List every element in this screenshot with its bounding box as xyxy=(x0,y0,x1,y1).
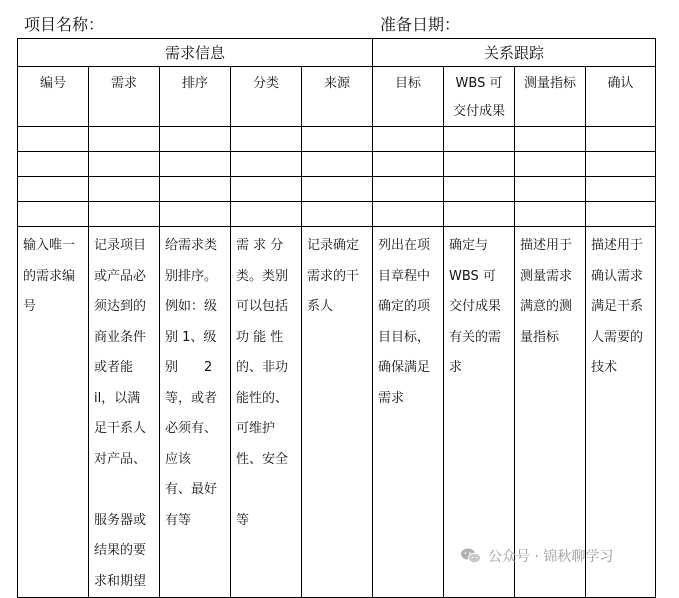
empty-row xyxy=(18,202,656,227)
description-cell: 确定与 WBS 可 交付成果 有关的需 求 xyxy=(444,227,515,598)
watermark xyxy=(460,546,613,566)
group-relationship-tracking: 关系跟踪 xyxy=(373,39,656,67)
description-cell: 记录项目 或产品必 须达到的 商业条件 或者能 il，以满 足干系人 对产品、 服务器或 结果的要 求和期望 xyxy=(89,227,160,598)
empty-row xyxy=(18,152,656,177)
description-cell: 列出在项 目章程中 确定的项 目目标， 确保满足 需求 xyxy=(373,227,444,598)
description-cell: 记录确定 需求的干 系人 xyxy=(302,227,373,598)
empty-row xyxy=(18,127,656,152)
column-header: 确认 xyxy=(586,67,656,127)
column-header: 需求 xyxy=(89,67,160,127)
column-header: 排序 xyxy=(160,67,231,127)
column-header: 测量指标 xyxy=(515,67,586,127)
prep-date-label: 准备日期： xyxy=(380,15,461,34)
column-header: 目标 xyxy=(373,67,444,127)
description-cell: 输入唯一 的需求编 号 xyxy=(18,227,89,598)
column-header: 来源 xyxy=(302,67,373,127)
description-cell: 描述用于 测量需求 满意的测 量指标 xyxy=(515,227,586,598)
description-cell: 描述用于 确认需求 满足干系 人需要的 技术 xyxy=(586,227,656,598)
column-header: WBS 可 交付成果 xyxy=(444,67,515,127)
empty-row xyxy=(18,177,656,202)
description-cell: 给需求类 别排序。 例如：级 别 1、级 别 2 等，或者 必须有、 应该 有、最好 有等 xyxy=(160,227,231,598)
requirements-traceability-table xyxy=(17,38,656,598)
column-header: 分类 xyxy=(231,67,302,127)
project-name-label: 项目名称： xyxy=(24,15,105,34)
column-header: 编号 xyxy=(18,67,89,127)
wechat-icon xyxy=(460,547,482,565)
group-requirements-info: 需求信息 xyxy=(18,39,373,67)
description-cell: 需 求 分 类。类别 可以包括 功 能 性 的、非功 能性的、 可维护 性、安全 等 xyxy=(231,227,302,598)
description-row xyxy=(18,227,656,598)
watermark-text: 公众号 · 锦秋聊学习 xyxy=(488,549,614,565)
